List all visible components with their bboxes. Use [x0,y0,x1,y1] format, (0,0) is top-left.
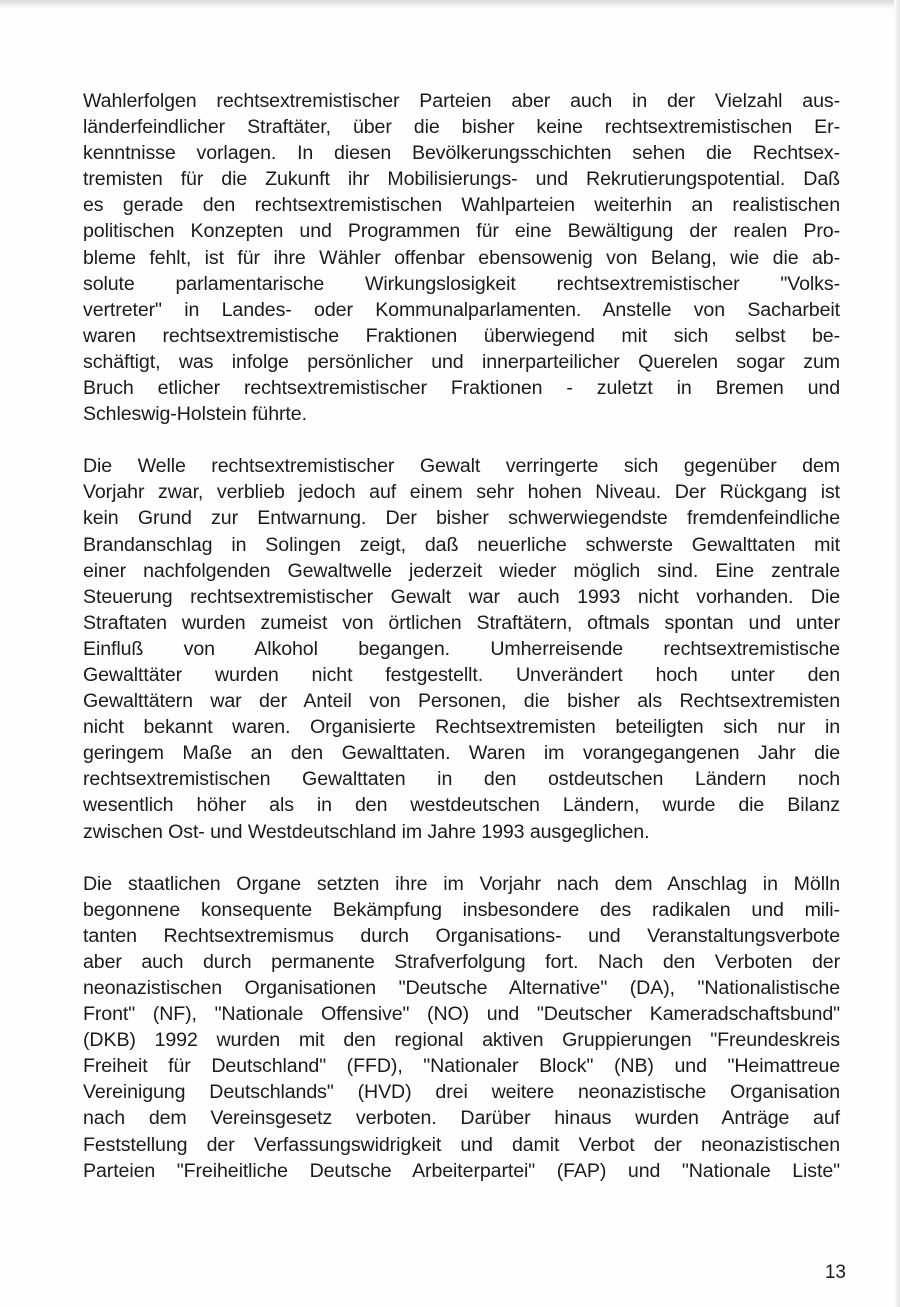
text-line: Gewalttätern war der Anteil von Personen, die bisher als Rechtsextremisten [83,690,840,713]
text-line: Vorjahr zwar, verblieb jedoch auf einem sehr hohen Niveau. Der Rückgang ist [83,481,840,504]
text-line: länderfeindlicher Straftäter, über die bisher keine rechtsextremistischen Er- [83,116,840,139]
paragraph-2 [83,453,840,844]
body-text [83,88,840,1210]
text-line: zwischen Ost- und Westdeutschland im Jahre 1993 ausgeglichen. [83,820,650,843]
text-line: Feststellung der Verfassungswidrigkeit und damit Verbot der neonazistischen [83,1133,840,1156]
text-line: Vereinigung Deutschlands" (HVD) drei weitere neonazistische Organisation [83,1081,840,1104]
text-line: nach dem Vereinsgesetz verboten. Darüber hinaus wurden Anträge auf [83,1107,840,1130]
text-line: solute parlamentarische Wirkungslosigkeit rechtsextremistischer "Volks- [83,272,840,295]
text-line: tremisten für die Zukunft ihr Mobilisierungs- und Rekrutierungspotential. Daß [83,168,840,191]
text-line: bleme fehlt, ist für ihre Wähler offenbar ebensowenig von Belang, wie die ab- [83,246,840,269]
scan-right-edge [894,0,900,1307]
paragraph-3 [83,871,840,1184]
text-line: (DKB) 1992 wurden mit den regional aktiven Gruppierungen "Freundeskreis [83,1029,840,1052]
text-line: begonnene konsequente Bekämpfung insbesondere des radikalen und mili- [83,898,840,921]
text-line: Steuerung rechtsextremistischer Gewalt war auch 1993 nicht vorhanden. Die [83,585,840,608]
text-line: aber auch durch permanente Strafverfolgung fort. Nach den Verboten der [83,950,840,973]
text-line: Brandanschlag in Solingen zeigt, daß neuerliche schwerste Gewalttaten mit [83,533,840,556]
page-number: 13 [824,1262,846,1283]
text-line: vertreter" in Landes- oder Kommunalparlamenten. Anstelle von Sacharbeit [83,298,840,321]
text-line: Die Welle rechtsextremistischer Gewalt verringerte sich gegenüber dem [83,455,840,478]
text-line: Straftaten wurden zumeist von örtlichen Straftätern, oftmals spontan und unter [83,611,840,634]
text-line: Die staatlichen Organe setzten ihre im Vorjahr nach dem Anschlag in Mölln [83,872,840,895]
paragraph-1 [83,88,840,427]
text-line: einer nachfolgenden Gewaltwelle jederzeit wieder möglich sind. Eine zentrale [83,559,840,582]
text-line: Freiheit für Deutschland" (FFD), "Nationaler Block" (NB) und "Heimattreue [83,1055,840,1078]
text-line: Bruch etlicher rechtsextremistischer Fraktionen - zuletzt in Bremen und [83,377,840,400]
text-line: Parteien "Freiheitliche Deutsche Arbeiterpartei" (FAP) und "Nationale Liste" [83,1159,840,1182]
text-line: neonazistischen Organisationen "Deutsche Alternative" (DA), "Nationalistische [83,977,840,999]
text-line: waren rechtsextremistische Fraktionen überwiegend mit sich selbst be- [83,324,840,347]
text-line: kenntnisse vorlagen. In diesen Bevölkerungsschichten sehen die Rechtsex- [83,142,840,165]
text-line: Front" (NF), "Nationale Offensive" (NO) und "Deutscher Kameradschaftsbund" [83,1003,840,1026]
scan-top-edge [0,0,900,10]
text-line: politischen Konzepten und Programmen für eine Bewältigung der realen Pro- [83,220,840,243]
text-line: Schleswig-Holstein führte. [83,403,307,426]
text-line: es gerade den rechtsextremistischen Wahlparteien weiterhin an realistischen [83,194,840,217]
text-line: Einfluß von Alkohol begangen. Umherreisende rechtsextremistische [83,637,840,660]
text-line: wesentlich höher als in den westdeutschen Ländern, wurde die Bilanz [83,794,840,817]
text-line: rechtsextremistischen Gewalttaten in den ostdeutschen Ländern noch [83,768,840,791]
text-line: schäftigt, was infolge persönlicher und innerparteilicher Querelen sogar zum [83,350,840,373]
text-line: kein Grund zur Entwarnung. Der bisher schwerwiegendste fremdenfeindliche [83,507,840,530]
text-line: geringem Maße an den Gewalttaten. Waren im vorangegangenen Jahr die [83,742,840,765]
text-line: Gewalttäter wurden nicht festgestellt. Unverändert hoch unter den [83,663,840,686]
text-line: tanten Rechtsextremismus durch Organisations- und Veranstaltungsverbote [83,924,840,947]
text-line: Wahlerfolgen rechtsextremistischer Parteien aber auch in der Vielzahl aus- [83,90,840,112]
text-line: nicht bekannt waren. Organisierte Rechtsextremisten beteiligten sich nur in [83,716,840,739]
